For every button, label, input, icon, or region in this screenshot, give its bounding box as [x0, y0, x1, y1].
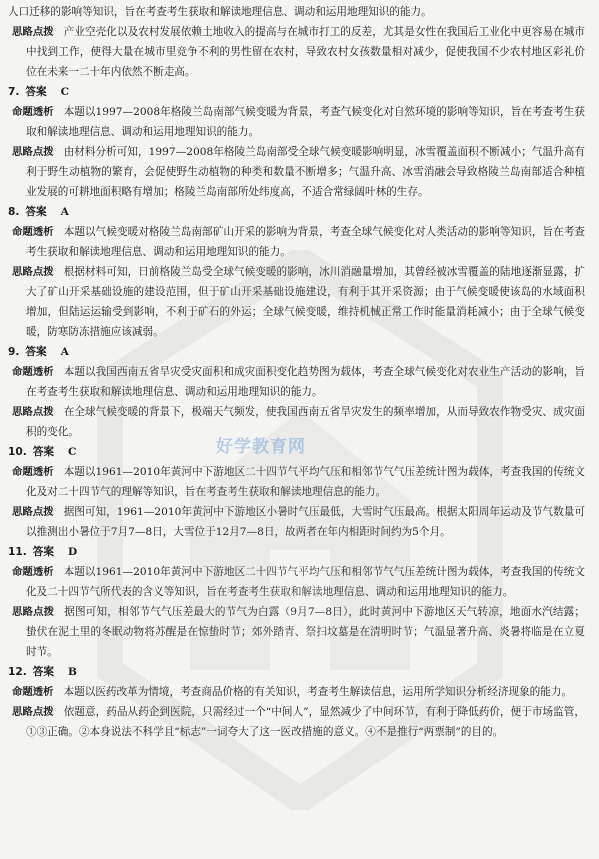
answer-letter: A: [60, 206, 69, 218]
answer-line-9: [4, 342, 585, 362]
analysis-9: [4, 362, 585, 402]
analysis-text: 本题以1961—2010年黄河中下游地区二十四节气平均气压和相邻节气气压差统计图为载体，考查我国的传统文化及对二十四节气的理解等知识，旨在考查考生获取和解读地理信息的能力。: [26, 466, 586, 498]
tips-text: 由材料分析可知，1997—2008年格陵兰岛南部受全球气候变暖影响明显，冰雪覆盖面积不断减小；气温升高有利于野生动植物的繁育，会促使野生动植物的种类和数量不断增多；气温升高、冰雪消融会导致格陵兰岛南部适合种植业发展的可耕地面积略有增加；格陵兰岛南部所处纬度高，不适合常绿阔叶林的生存。: [26, 146, 586, 198]
analysis-10: [4, 462, 585, 502]
analysis-text: 本题以1997—2008年格陵兰岛南部气候变暖为背景，考查气候变化对自然环境的影响等知识，旨在考查考生获取和解读地理信息、调动和运用地理知识的能力。: [26, 106, 586, 138]
analysis-7: [4, 102, 585, 142]
question-number: 12.: [8, 666, 27, 678]
tips-10: [4, 502, 585, 542]
watermark-text: 好学教育网: [216, 437, 306, 457]
tips-12: [4, 702, 585, 742]
tips-text: 根据材料可知，日前格陵兰岛受全球气候变暖的影响，冰川消融量增加，其曾经被冰雪覆盖的陆地逐渐显露，扩大了矿山开采基础设施的建设范围，但于矿山开采基础设施建设，有利于其开采资源；由于气候变暖使该岛的水域面积增加，但陆运运输受到影响，不利于矿石的外运；全球气候变暖，维持机械正常工作时能量消耗减小；由于全球气候变暖，防寒防冻措施应该减弱。: [26, 266, 586, 338]
tips-label: 思路点拨: [12, 506, 54, 518]
answer-line-11: [4, 542, 585, 562]
question-number: 10.: [8, 446, 27, 458]
tips-label: 思路点拨: [12, 406, 54, 418]
answer-label: 答案: [32, 446, 54, 458]
question-number: 8.: [8, 206, 20, 218]
analysis-label: 命题透析: [12, 566, 54, 578]
tips-text: 据图可知，1961—2010年黄河中下游地区小暑时气压最低，大雪时气压最高。根据太阳周年运动及节气数量可以推测出小暑位于7月7—8日，大雪位于12月7—8日，故两者在年内相距时间约为5个月。: [26, 506, 586, 538]
answer-label: 答案: [25, 206, 47, 218]
tips-text: 产业空壳化以及农村发展依赖土地收入的提高与在城市打工的反差，尤其是女性在我国后工业化中更容易在城市中找到工作，使得大量在城市里竞争不利的男性留在农村，导致农村女孩数量相对减少，促使我国不少农村地区彩礼价位在未来一二十年内依然不断走高。: [26, 26, 586, 78]
answer-label: 答案: [32, 546, 54, 558]
analysis-text: 本题以1961—2010年黄河中下游地区二十四节气平均气压和相邻节气气压差统计图为载体，考查我国的传统文化及二十四节气所代表的含义等知识，旨在考查考生获取和解读地理信息、调动和运用地理知识的能力。: [26, 566, 586, 598]
question-number: 11.: [8, 546, 27, 558]
tips-label: 思路点拨: [12, 146, 54, 158]
tips-label: 思路点拨: [12, 606, 55, 618]
answer-letter: C: [67, 446, 77, 458]
answer-label: 答案: [32, 666, 54, 678]
answer-letter: C: [60, 86, 70, 98]
tips-11: [4, 602, 585, 662]
answer-line-12: [4, 662, 585, 682]
answer-label: 答案: [25, 346, 47, 358]
answer-letter: A: [60, 346, 69, 358]
tips-label: 思路点拨: [12, 26, 54, 38]
tips-8: [4, 262, 585, 342]
tips-label: 思路点拨: [12, 706, 54, 718]
tips-text: 在全球气候变暖的背景下，极端天气频发，使我国西南五省旱灾发生的频率增加，从而导致农作物受灾、成灾面积的变化。: [26, 406, 586, 438]
analysis-label: 命题透析: [12, 226, 54, 238]
tips-label: 思路点拨: [12, 266, 54, 278]
intro-continued-text: 人口迁移的影响等知识，旨在考查考生获取和解读地理信息、调动和运用地理知识的能力。: [8, 6, 432, 18]
analysis-11: [4, 562, 585, 602]
analysis-label: 命题透析: [12, 686, 54, 698]
tips-text: 依题意，药品从药企到医院，只需经过一个“中间人”，显然减少了中间环节，有利于降低药价，便于市场监管，①③正确。②本身说法不科学且“标志”一词夸大了这一医改措施的意义。④不是推行“两票制”的目的。: [26, 706, 586, 738]
question-number: 7.: [8, 86, 20, 98]
question-number: 9.: [8, 346, 20, 358]
analysis-8: [4, 222, 585, 262]
analysis-label: 命题透析: [12, 366, 54, 378]
analysis-label: 命题透析: [12, 466, 54, 478]
answer-line-8: [4, 202, 585, 222]
intro-tips: [4, 22, 585, 82]
tips-7: [4, 142, 585, 202]
analysis-text: 本题以医药改革为情境，考查商品价格的有关知识，考查考生解读信息，运用所学知识分析经济现象的能力。: [63, 686, 573, 698]
answer-line-7: [4, 82, 585, 102]
analysis-label: 命题透析: [12, 106, 54, 118]
answer-letter: B: [67, 666, 77, 678]
analysis-text: 本题以气候变暖对格陵兰岛南部矿山开采的影响为背景，考查全球气候变化对人类活动的影响等知识，旨在考查考生获取和解读地理信息、调动和运用地理知识的能力。: [26, 226, 586, 258]
answer-label: 答案: [25, 86, 47, 98]
answer-letter: D: [67, 546, 78, 558]
tips-text: 据图可知，相邻节气气压差最大的节气为白露（9月7—8日），此时黄河中下游地区天气转凉，地面水汽结露；蛰伏在泥土里的冬眠动物将苏醒是在惊蛰时节；郊外踏青、祭扫坟墓是在清明时节；气温显著升高、炎暑将临是在立夏时节。: [26, 606, 586, 658]
analysis-text: 本题以我国西南五省旱灾受灾面积和成灾面积变化趋势图为载体，考查全球气候变化对农业生产活动的影响，旨在考查考生获取和解读地理信息、调动和运用地理知识的能力。: [26, 366, 586, 398]
analysis-12: [4, 682, 585, 702]
